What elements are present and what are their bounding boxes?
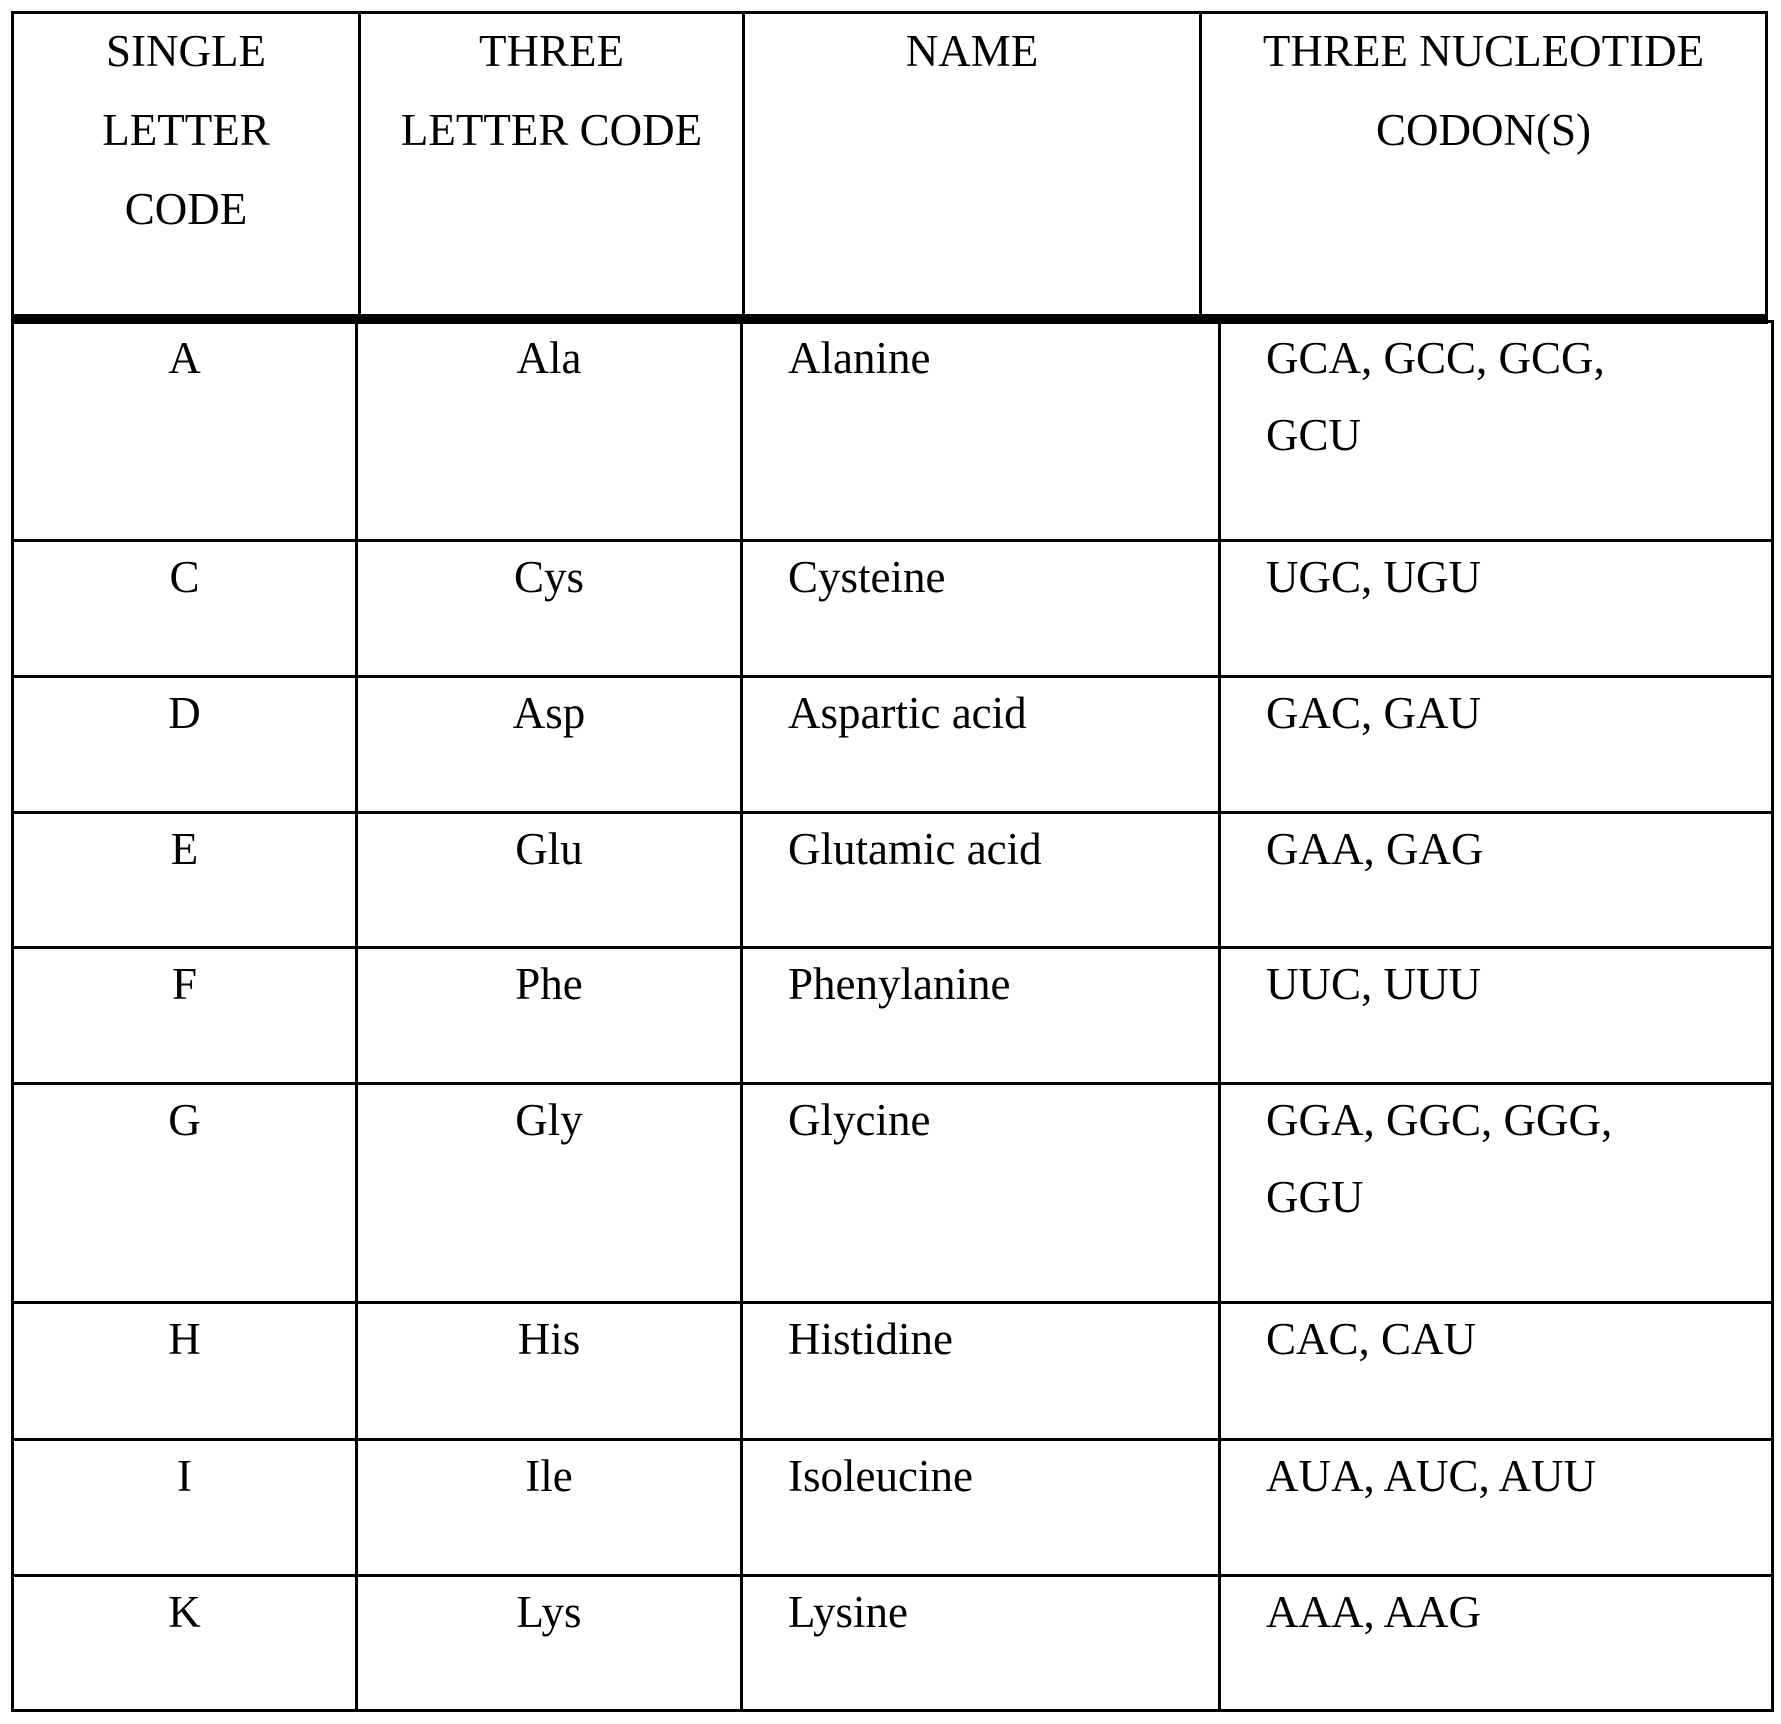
codons-line: GGU xyxy=(1266,1156,1771,1239)
table-row xyxy=(13,948,1773,1084)
three-letter-cell xyxy=(357,1303,742,1440)
single-letter-cell xyxy=(13,1303,357,1440)
table-row xyxy=(13,1576,1773,1711)
name-cell xyxy=(742,1576,1220,1711)
codons-line: GCU xyxy=(1266,394,1771,477)
name-cell-text: Phenylanine xyxy=(788,943,1218,1026)
table-row xyxy=(13,1440,1773,1576)
codons-cell xyxy=(1220,813,1773,948)
three-letter-cell xyxy=(357,1084,742,1303)
table-row xyxy=(13,322,1773,541)
codons-line: GCA, GCC, GCG, xyxy=(1266,317,1771,400)
codons-line: UUC, UUU xyxy=(1266,943,1771,1026)
single-letter-cell xyxy=(13,1576,357,1711)
codons-line: GAA, GAG xyxy=(1266,808,1771,891)
codons-cell xyxy=(1220,948,1773,1084)
header-single-letter-code xyxy=(13,13,360,320)
table-row xyxy=(13,813,1773,948)
name-cell xyxy=(742,1440,1220,1576)
single-letter-cell xyxy=(13,677,357,813)
table-row xyxy=(13,677,1773,813)
three-letter-cell-text: Cys xyxy=(358,536,740,619)
three-letter-cell-text: Ile xyxy=(358,1435,740,1518)
three-letter-cell xyxy=(357,948,742,1084)
codons-cell xyxy=(1220,1084,1773,1303)
codons-line: UGC, UGU xyxy=(1266,536,1771,619)
single-letter-cell-text: H xyxy=(14,1298,355,1381)
name-cell-text: Glycine xyxy=(788,1079,1218,1162)
three-letter-cell xyxy=(357,541,742,677)
name-cell xyxy=(742,948,1220,1084)
name-cell xyxy=(742,813,1220,948)
header-line: LETTER CODE xyxy=(361,89,742,172)
three-letter-cell xyxy=(357,677,742,813)
single-letter-cell xyxy=(13,813,357,948)
three-letter-cell xyxy=(357,1576,742,1711)
header-line: NAME xyxy=(745,10,1199,93)
codons-cell xyxy=(1220,1576,1773,1711)
three-letter-cell-text: Phe xyxy=(358,943,740,1026)
amino-acid-table xyxy=(11,320,1774,1712)
codons-line: GAC, GAU xyxy=(1266,672,1771,755)
name-cell xyxy=(742,677,1220,813)
header-line: SINGLE xyxy=(14,10,358,93)
codons-line: CAC, CAU xyxy=(1266,1298,1771,1381)
three-letter-cell-text: Glu xyxy=(358,808,740,891)
single-letter-cell-text: C xyxy=(14,536,355,619)
codons-line: AAA, AAG xyxy=(1266,1571,1771,1654)
name-cell-text: Cysteine xyxy=(788,536,1218,619)
three-letter-cell-text: Ala xyxy=(358,317,740,400)
name-cell xyxy=(742,1303,1220,1440)
name-cell xyxy=(742,1084,1220,1303)
codons-cell xyxy=(1220,677,1773,813)
three-letter-cell-text: His xyxy=(358,1298,740,1381)
name-cell-text: Aspartic acid xyxy=(788,672,1218,755)
three-letter-cell-text: Lys xyxy=(358,1571,740,1654)
three-letter-cell xyxy=(357,813,742,948)
single-letter-cell xyxy=(13,1440,357,1576)
single-letter-cell xyxy=(13,1084,357,1303)
table-header xyxy=(11,11,1768,324)
codons-cell xyxy=(1220,1303,1773,1440)
header-line: THREE xyxy=(361,10,742,93)
three-letter-cell-text: Asp xyxy=(358,672,740,755)
header-line: LETTER xyxy=(14,89,358,172)
single-letter-cell-text: K xyxy=(14,1571,355,1654)
header-line: CODE xyxy=(14,168,358,251)
table-row xyxy=(13,541,1773,677)
table-row xyxy=(13,1303,1773,1440)
codons-cell xyxy=(1220,1440,1773,1576)
name-cell xyxy=(742,541,1220,677)
codons-cell xyxy=(1220,322,1773,541)
header-codons xyxy=(1201,13,1767,320)
header-line: THREE NUCLEOTIDE xyxy=(1202,10,1765,93)
name-cell-text: Isoleucine xyxy=(788,1435,1218,1518)
single-letter-cell-text: I xyxy=(14,1435,355,1518)
name-cell xyxy=(742,322,1220,541)
codons-cell xyxy=(1220,541,1773,677)
single-letter-cell-text: A xyxy=(14,317,355,400)
header-three-letter-code xyxy=(360,13,744,320)
name-cell-text: Glutamic acid xyxy=(788,808,1218,891)
single-letter-cell xyxy=(13,948,357,1084)
codons-line: GGA, GGC, GGG, xyxy=(1266,1079,1771,1162)
single-letter-cell xyxy=(13,322,357,541)
single-letter-cell xyxy=(13,541,357,677)
name-cell-text: Alanine xyxy=(788,317,1218,400)
three-letter-cell xyxy=(357,1440,742,1576)
name-cell-text: Histidine xyxy=(788,1298,1218,1381)
single-letter-cell-text: F xyxy=(14,943,355,1026)
name-cell-text: Lysine xyxy=(788,1571,1218,1654)
single-letter-cell-text: G xyxy=(14,1079,355,1162)
header-line: CODON(S) xyxy=(1202,89,1765,172)
single-letter-cell-text: E xyxy=(14,808,355,891)
codons-line: AUA, AUC, AUU xyxy=(1266,1435,1771,1518)
single-letter-cell-text: D xyxy=(14,672,355,755)
three-letter-cell xyxy=(357,322,742,541)
header-name xyxy=(744,13,1201,320)
three-letter-cell-text: Gly xyxy=(358,1079,740,1162)
table-row xyxy=(13,1084,1773,1303)
